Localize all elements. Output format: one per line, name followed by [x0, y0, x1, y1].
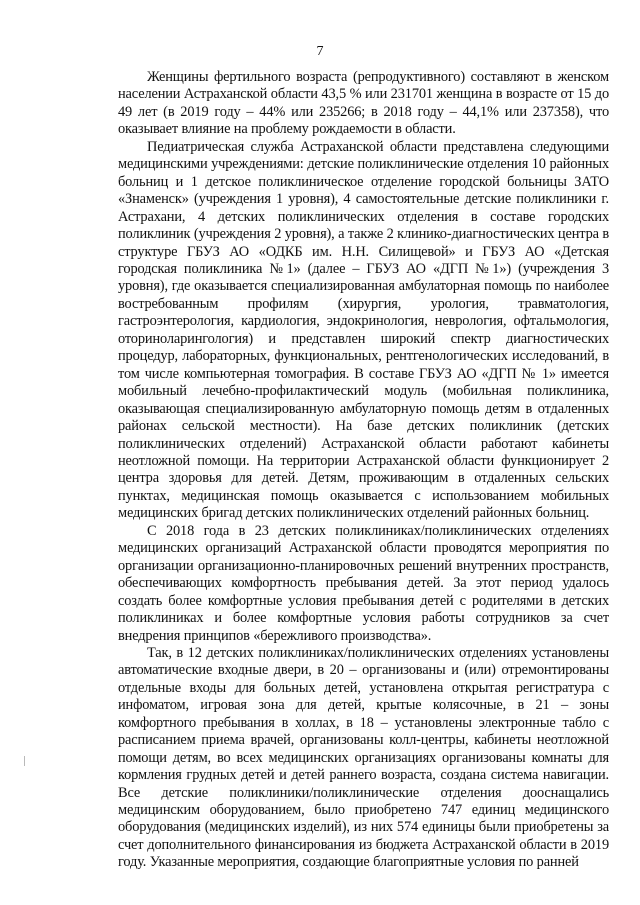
- paragraph-since-2018: С 2018 года в 23 детских поликлиниках/поликлинических отделениях медицинских организаций Астраханской области проводятся мероприятия по организации организационно-планировочных решений внутренних пространств, обеспечивающих комфортность пребывания детей. За этот период удалось создать более комфортные условия пребывания детей с родителями в детских поликлиниках и более комфортные условия работы сотрудников за счет внедрения принципов «бережливого производства».: [118, 522, 609, 644]
- paragraph-pediatric-service: Педиатрическая служба Астраханской области представлена следующими медицинскими учреждениями: детские поликлинические отделения 10 районных больниц и 1 детское поликлиническое отделение городской больницы ЗАТО «Знаменск» (учреждения 1 уровня), 4 самостоятельные детские поликлиники г. Астрахани, 4 детских поликлинических отделения в составе городских поликлиник (учреждения 2 уровня), а также 2 клинико-диагностических центра в структуре ГБУЗ АО «ОДКБ им. Н.Н. Силищевой» и ГБУЗ АО «Детская городская поликлиника №1» (далее – ГБУЗ АО «ДГП №1») (учреждения 3 уровня), где оказывается специализированная амбулаторная помощь по наиболее востребованным профилям (хирургия, урология, травматология, гастроэнтерология, кардиология, эндокринология, неврология, офтальмология, оториноларингология) и представлен широкий спектр диагностических процедур, лабораторных, функциональных, рентгенологических исследований, в том числе компьютерная томография. В составе ГБУЗ АО «ДГП № 1» имеется мобильный лечебно-профилактический модуль (мобильная поликлиника, оказывающая специализированную амбулаторную помощь детям в отдаленных районах сельской местности). На базе детских поликлиник (детских поликлинических отделений) Астраханской области работают кабинеты неотложной помощи. На территории Астраханской области функционирует 2 центра здоровья для детей. Детям, проживающим в отдаленных сельских пунктах, медицинская помощь оказывается с использованием мобильных медицинских бригад детских поликлинических отделений районных больниц.: [118, 138, 609, 522]
- paragraph-reproductive-women: Женщины фертильного возраста (репродуктивного) составляют в женском населении Астраханской области 43,5 % или 231701 женщина в возрасте от 15 до 49 лет (в 2019 году – 44% или 235266; в 2018 году – 44,1% или 237358), что оказывает влияние на проблему рождаемости в области.: [118, 69, 609, 138]
- body-text: [118, 69, 609, 872]
- paragraph-equipment: Так, в 12 детских поликлиниках/поликлинических отделениях установлены автоматические входные двери, в 20 – организованы и (или) отремонтированы отдельные входы для больных детей, установлена открытая регистратура с инфоматом, игровая зона для детей, крытые колясочные, в 21 – зоны комфортного пребывания в холлах, в 18 – установлены электронные табло с расписанием приема врачей, организованы колл-центры, кабинеты неотложной помощи детям, во всех медицинских организациях организованы комнаты для кормления грудных детей и детей раннего возраста, создана система навигации. Все детские поликлиники/поликлинические отделения дооснащались медицинским оборудованием, было приобретено 747 единиц медицинского оборудования (медицинских изделий), из них 574 единицы были приобретены за счет дополнительного финансирования из бюджета Астраханской области в 2019 году. Указанные мероприятия, создающие благоприятные условия по ранней: [118, 644, 609, 871]
- scan-margin-mark: [24, 756, 25, 766]
- page-number: 7: [316, 44, 324, 59]
